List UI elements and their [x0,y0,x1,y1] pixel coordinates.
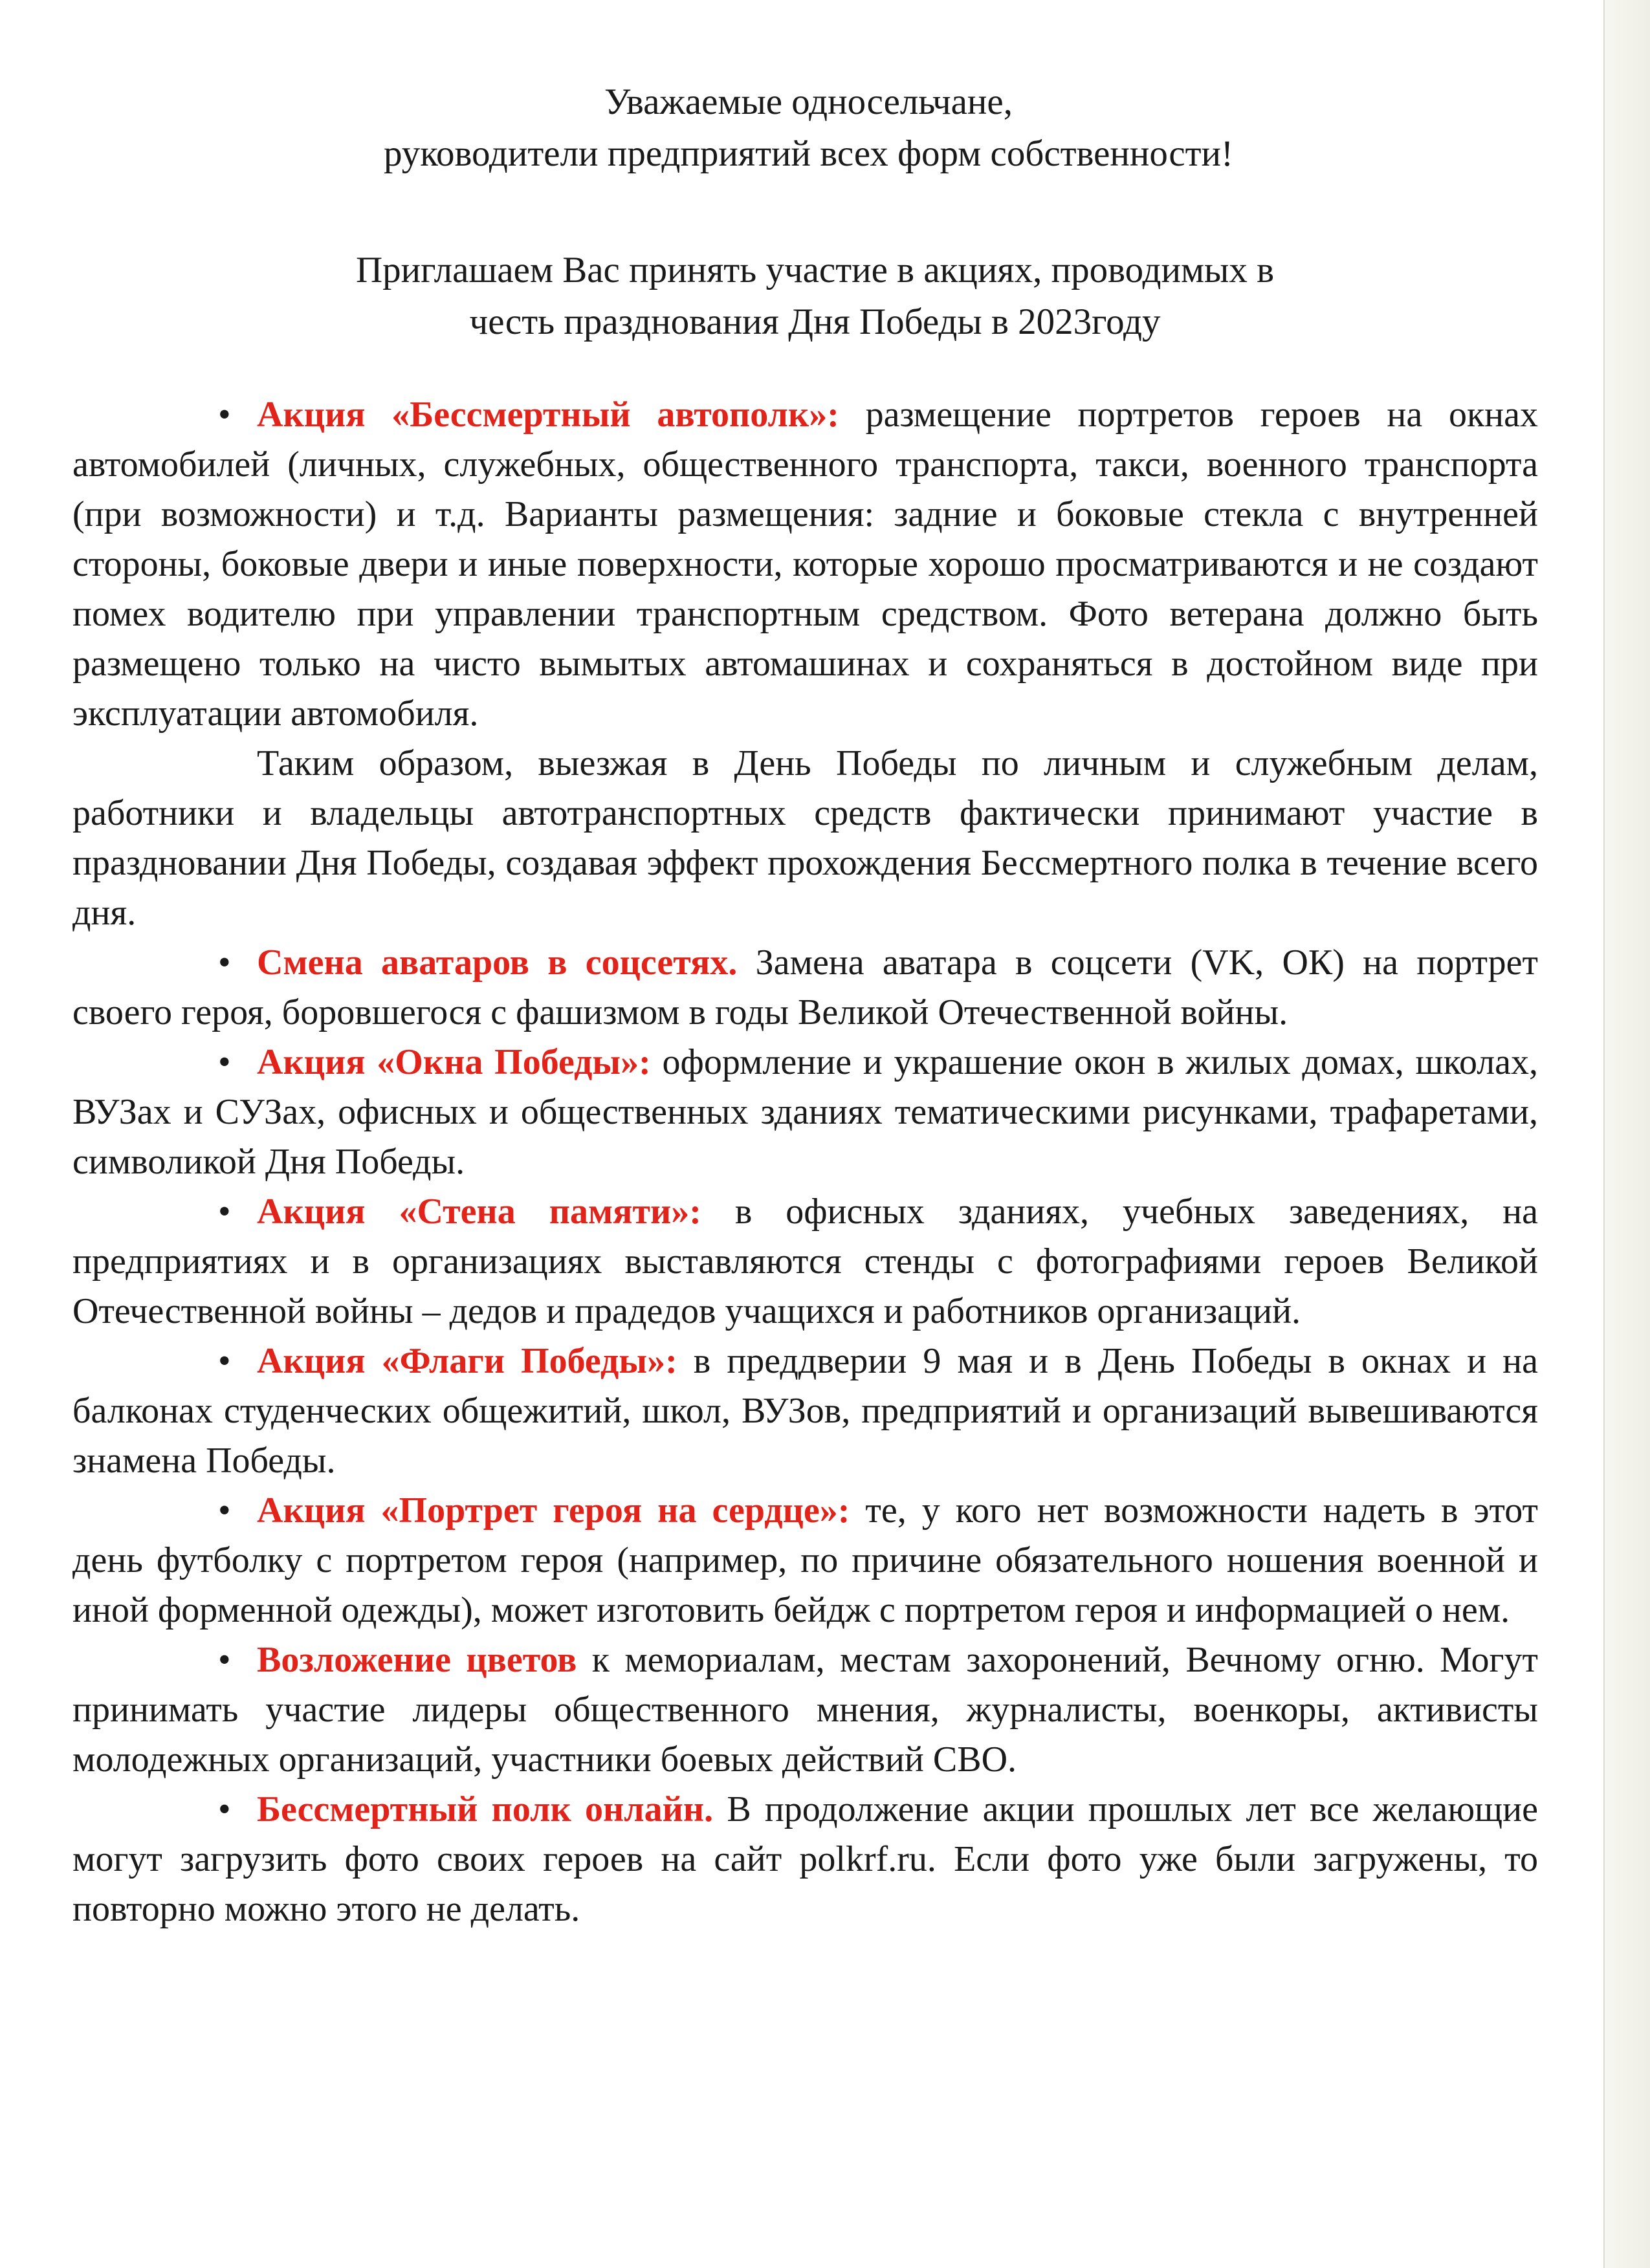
action-title: Акция «Бессмертный автополк»: [257,395,839,435]
action-text: Замена аватара в соцсети (VK, ОК) на портрет своего героя, боровшегося с фашизмом в годы Великой Отечественной войны. [72,943,1538,1032]
greeting [79,76,1538,180]
bullet-icon: • [218,1042,231,1082]
bullet-icon: • [218,1192,231,1232]
action-victory-windows [72,1038,1538,1187]
action-memory-wall [72,1187,1538,1336]
action-title: Акция «Окна Победы»: [257,1042,651,1082]
action-text: В продолжение акции прошлых лет все желающие могут загрузить фото своих героев на сайт polkrf.ru. Если фото уже были загружены, то повторно можно этого не делать. [72,1789,1539,1929]
action-laying-flowers [72,1635,1538,1785]
action-title: Бессмертный полк онлайн. [257,1789,714,1829]
invitation-line-1: Приглашаем Вас принять участие в акциях, проводимых в [356,250,1274,290]
bullet-icon: • [218,395,231,435]
action-victory-flags [72,1336,1538,1486]
action-text: оформление и украшение окон в жилых домах, школах, ВУЗах и СУЗах, офисных и общественных зданиях тематическими рисунками, трафаретами, символикой Дня Победы. [72,1042,1538,1182]
bullet-icon: • [218,1490,231,1531]
action-text: те, у кого нет возможности надеть в этот день футболку с портретом героя (например, по причине обязательного ношения военной и иной форменной одежды), может изготовить бейдж с портретом героя и информацией о нем. [72,1490,1538,1630]
bullet-icon: • [218,1341,231,1381]
action-title: Возложение цветов [257,1640,577,1680]
action-avatar-change [72,938,1538,1038]
action-immortal-regiment-online [72,1785,1538,1934]
bullet-icon: • [218,1640,231,1680]
invitation-heading [92,245,1538,348]
action-hero-portrait [72,1486,1538,1635]
action-text: в преддверии 9 мая и в День Победы в окнах и на балконах студенческих общежитий, школ, ВУЗов, предприятий и организаций вывешиваются знамена Победы. [72,1341,1539,1481]
action-title: Акция «Стена памяти»: [257,1192,701,1232]
greeting-line-1: Уважаемые односельчане, [604,82,1013,122]
bullet-icon: • [218,943,231,983]
scan-edge [1603,0,1650,2268]
invitation-line-2: честь празднования Дня Победы в 2023году [469,301,1161,342]
letter-page [72,76,1538,1934]
action-immortal-autoregiment [72,390,1538,739]
action-title: Акция «Портрет героя на сердце»: [257,1490,850,1531]
greeting-line-2: руководители предприятий всех форм собственности! [383,133,1234,174]
action-text: к мемориалам, местам захоронений, Вечному огню. Могут принимать участие лидеры общественного мнения, журналисты, военкоры, активисты молодежных организаций, участники боевых действий СВО. [72,1640,1538,1780]
action-title: Смена аватаров в соцсетях. [257,943,738,983]
action-text: в офисных зданиях, учебных заведениях, на предприятиях и в организациях выставляются стенды с фотографиями героев Великой Отечественной войны – дедов и прадедов учащихся и работников организаций. [72,1192,1538,1331]
bullet-icon: • [218,1789,231,1829]
explanation-paragraph: Таким образом, выезжая в День Победы по личным и служебным делам, работники и владельцы автотранспортных средств фактически принимают участие в праздновании Дня Победы, создавая эффект прохождения Бессмертного полка в течение всего дня. [72,743,1538,933]
action-text: размещение портретов героев на окнах автомобилей (личных, служебных, общественного транспорта, такси, военного транспорта (при возможности) и т.д. Варианты размещения: задние и боковые стекла с внутренней стороны, боковые двери и иные поверхности, которые хорошо просматриваются и не создают помех водителю при управлении транспортным средством. Фото ветерана должно быть размещено только на чисто вымытых автомашинах и сохраняться в достойном виде при эксплуатации автомобиля. [72,395,1538,734]
action-title: Акция «Флаги Победы»: [257,1341,677,1381]
